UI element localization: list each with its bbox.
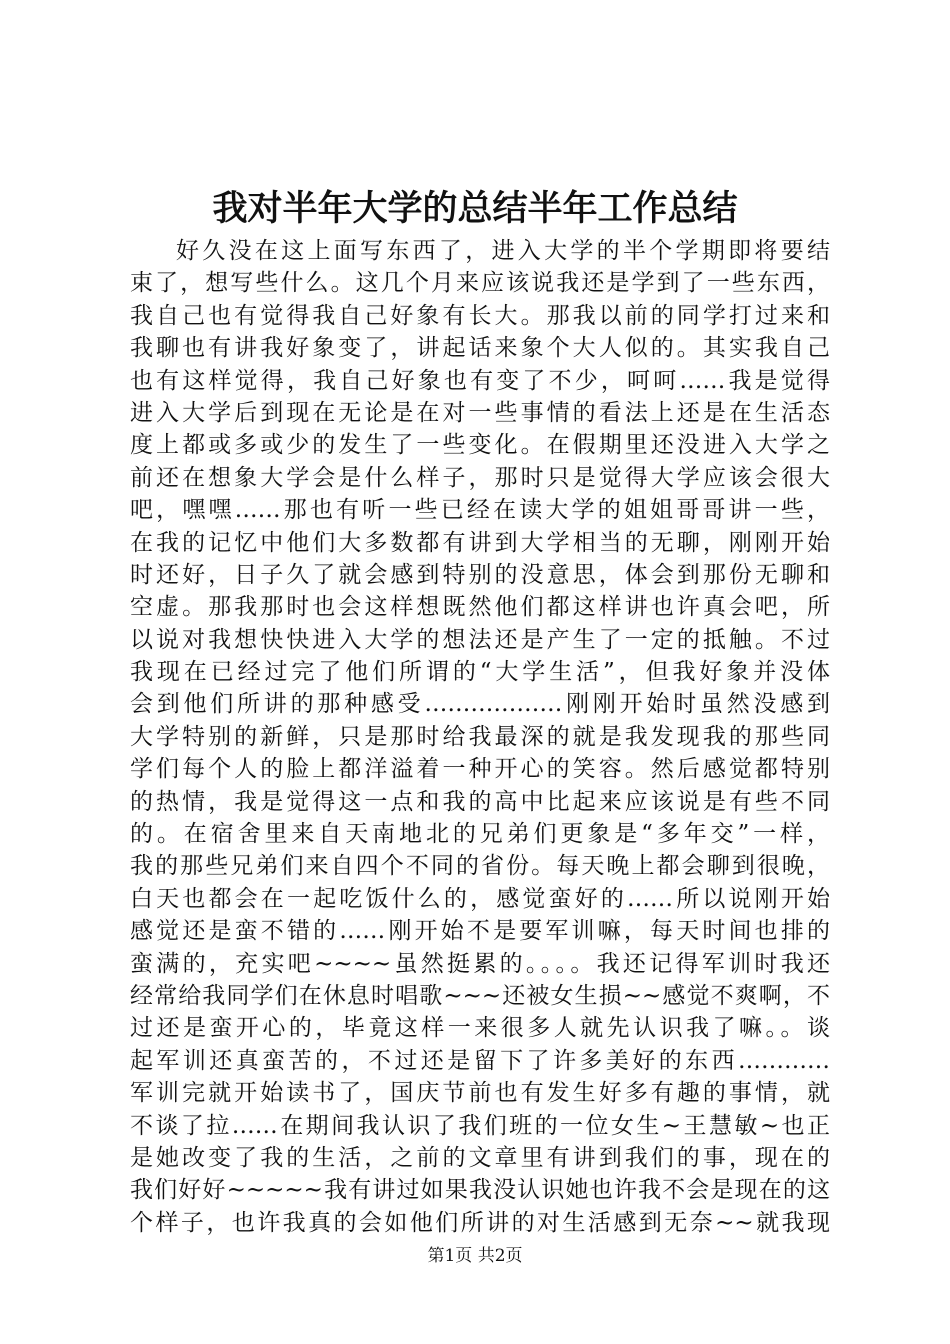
body-text-line: 好久没在这上面写东西了，进入大学的半个学期即将要结 xyxy=(176,238,830,264)
body-text-line: 蛮满的，充实吧~~~~虽然挺累的。。。。我还记得军训时我还 xyxy=(130,950,830,977)
body-text-line: 前还在想象大学会是什么样子，那时只是觉得大学应该会很大 xyxy=(130,464,830,491)
body-text-line: 个样子，也许我真的会如他们所讲的对生活感到无奈~~就我现 xyxy=(130,1209,830,1236)
document-title: 我对半年大学的总结半年工作总结 xyxy=(212,188,738,229)
body-text-line: 以说对我想快快进入大学的想法还是产生了一定的抵触。不过 xyxy=(130,626,830,653)
body-text-line: 进入大学后到现在无论是在对一些事情的看法上还是在生活态 xyxy=(130,399,830,426)
page-number-footer: 第1页 共2页 xyxy=(427,1246,523,1266)
body-text-line: 吧，嘿嘿……那也有听一些已经在读大学的姐姐哥哥讲一些， xyxy=(130,497,830,524)
body-text-line: 也有这样觉得，我自己好象也有变了不少，呵呵……我是觉得 xyxy=(130,367,830,394)
body-text-line: 不谈了拉……在期间我认识了我们班的一位女生~王慧敏~也正 xyxy=(130,1112,830,1139)
body-text-line: 的热情，我是觉得这一点和我的高中比起来应该说是有些不同 xyxy=(130,788,830,815)
body-text-line: 我自己也有觉得我自己好象有长大。那我以前的同学打过来和 xyxy=(130,302,830,329)
body-text-line: 我聊也有讲我好象变了，讲起话来象个大人似的。其实我自己 xyxy=(130,335,830,362)
body-text-line: 束了，想写些什么。这几个月来应该说我还是学到了一些东西， xyxy=(130,270,830,297)
body-text-line: 感觉还是蛮不错的……刚开始不是要军训嘛，每天时间也排的 xyxy=(130,918,830,945)
body-text-line: 我现在已经过完了他们所谓的“大学生活”，但我好象并没体 xyxy=(130,659,830,686)
body-text-line: 度上都或多或少的发生了一些变化。在假期里还没进入大学之 xyxy=(130,432,830,459)
body-text-line: 时还好，日子久了就会感到特别的没意思，体会到那份无聊和 xyxy=(130,561,830,588)
body-text-line: 大学特别的新鲜，只是那时给我最深的就是我发现我的那些同 xyxy=(130,723,830,750)
body-text-line: 空虚。那我那时也会这样想既然他们都这样讲也许真会吧，所 xyxy=(130,594,830,621)
body-text-line: 我们好好~~~~~我有讲过如果我没认识她也许我不会是现在的这 xyxy=(130,1177,830,1204)
body-text-line: 过还是蛮开心的，毕竟这样一来很多人就先认识我了嘛。。谈 xyxy=(130,1015,830,1042)
body-text-line: 军训完就开始读书了，国庆节前也有发生好多有趣的事情，就 xyxy=(130,1080,830,1107)
body-text-line: 经常给我同学们在休息时唱歌~~~还被女生损~~感觉不爽啊，不 xyxy=(130,982,830,1009)
document-body xyxy=(130,235,830,1239)
body-text-line: 白天也都会在一起吃饭什么的，感觉蛮好的……所以说刚开始 xyxy=(130,885,830,912)
body-text-line: 我的那些兄弟们来自四个不同的省份。每天晚上都会聊到很晚， xyxy=(130,853,830,880)
body-text-line: 学们每个人的脸上都洋溢着一种开心的笑容。然后感觉都特别 xyxy=(130,756,830,783)
body-text-line: 会到他们所讲的那种感受………………刚刚开始时虽然没感到 xyxy=(130,691,830,718)
body-text-line: 是她改变了我的生活，之前的文章里有讲到我们的事，现在的 xyxy=(130,1144,830,1171)
body-text-line: 在我的记忆中他们大多数都有讲到大学相当的无聊，刚刚开始 xyxy=(130,529,830,556)
body-text-line: 起军训还真蛮苦的，不过还是留下了许多美好的东西………… xyxy=(130,1047,830,1074)
body-text-line: 的。在宿舍里来自天南地北的兄弟们更象是“多年交”一样， xyxy=(130,821,830,848)
